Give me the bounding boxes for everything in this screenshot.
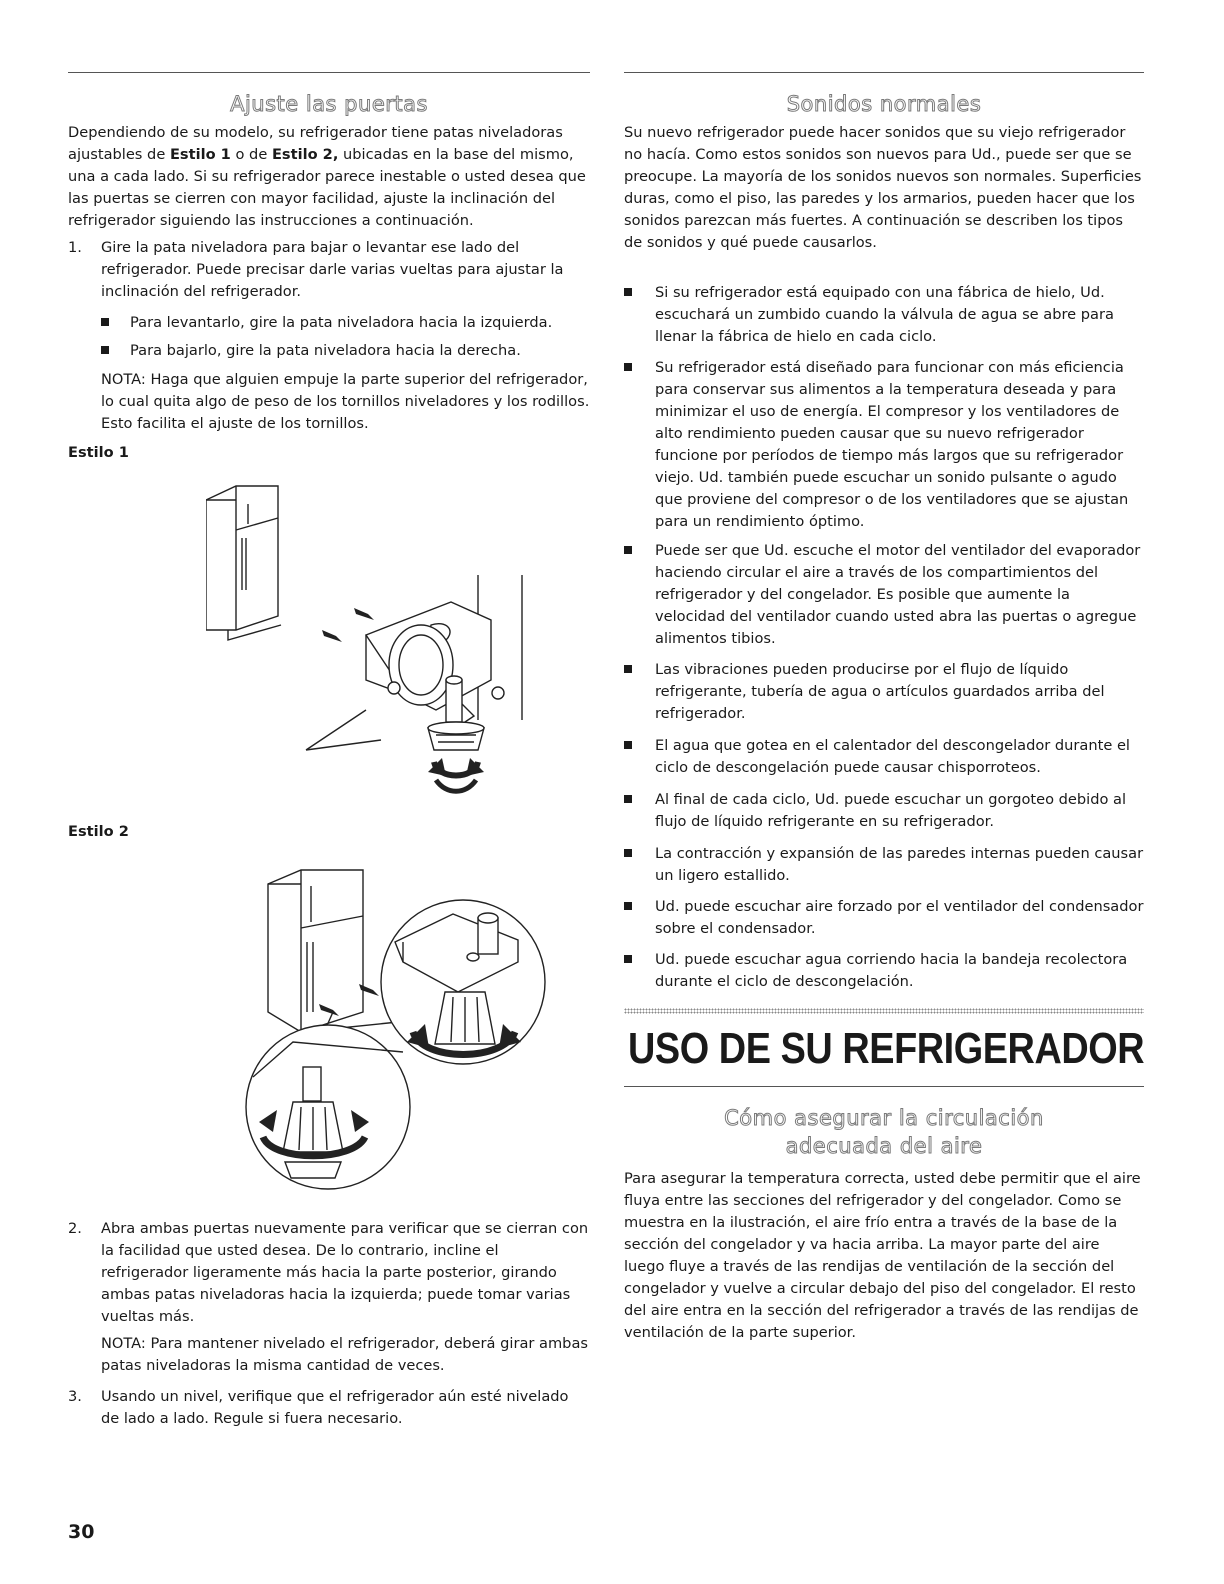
section-title-sonidos: Sonidos normales	[786, 92, 982, 116]
bullet-square	[624, 902, 632, 910]
bullet-square	[624, 741, 632, 749]
sounds-intro: Su nuevo refrigerador puede hacer sonidos que su viejo refrigerador no hacía. Como estos sonidos son nuevos para Ud., puede ser que se preocupe. La mayoría de los sonidos nuevos son normales. Superficies duras, como el piso, las paredes y los armarios, pueden hacer que los sonidos parezcan más fuertes. A continuación se describen los tipos de sonidos y qué puede causarlos.	[624, 124, 1142, 251]
step-3: 3. Usando un nivel, verifique que el refrigerador aún esté nivelado de lado a lado. Regule si fuera necesario.	[68, 1388, 569, 1427]
bullet-square	[624, 363, 632, 371]
sound-bullet: Si su refrigerador está equipado con una fábrica de hielo, Ud. escuchará un zumbido cuando la válvula de agua se abre para llenar la fábrica de hielo en cada ciclo.	[624, 282, 1144, 348]
bullet-square	[624, 546, 632, 554]
sound-bullet: Ud. puede escuchar aire forzado por el ventilador del condensador sobre el condensador.	[624, 896, 1144, 940]
section-title-ajuste: Ajuste las puertas	[230, 92, 428, 116]
bullet-square	[624, 849, 632, 857]
bullet-lower: Para bajarlo, gire la pata niveladora hacia la derecha.	[101, 340, 591, 362]
sound-bullet: Al final de cada ciclo, Ud. puede escuchar un gorgoteo debido al flujo de líquido refrigerante en su refrigerador.	[624, 789, 1144, 833]
style-1-leveling-illustration	[206, 480, 526, 800]
chapter-title: USO DE SU REFRIGERADOR	[628, 1024, 1145, 1073]
bullet-raise: Para levantarlo, gire la pata niveladora hacia la izquierda.	[101, 312, 591, 334]
sound-bullet: Puede ser que Ud. escuche el motor del ventilador del evaporador haciendo circular el aire a través de los compartimientos del refrigerador y del congelador. Es posible que aumente la velocidad del ventilador cuando usted abra las puertas o agregue alimentos tibios.	[624, 540, 1144, 650]
step-2: 2. Abra ambas puertas nuevamente para verificar que se cierran con la facilidad que usted desea. De lo contrario, incline el refrigerador ligeramente más hacia la parte posterior, girando ambas patas niveladoras hacia la izquierda; puede tomar varias vueltas más.	[68, 1220, 589, 1325]
dotted-divider	[624, 1008, 1144, 1014]
section-divider	[624, 72, 1144, 73]
sound-bullet: Ud. puede escuchar agua corriendo hacia la bandeja recolectora durante el ciclo de descongelación.	[624, 949, 1144, 993]
section-divider	[624, 1086, 1144, 1087]
bullet-square	[624, 288, 632, 296]
intro-paragraph: Dependiendo de su modelo, su refrigerador tiene patas niveladoras ajustables de Estilo 1 o de Estilo 2, ubicadas en la base del mismo, una a cada lado. Si su refrigerador parece inestable o usted desea que las puertas se cierren con mayor facilidad, ajuste la inclinación del refrigerador siguiendo las instrucciones a continuación.	[68, 124, 586, 229]
note-1: NOTA: Haga que alguien empuje la parte superior del refrigerador, lo cual quita algo de peso de los tornillos niveladores y los rodillos. Esto facilita el ajuste de los tornillos.	[101, 371, 590, 432]
sound-bullet: El agua que gotea en el calentador del descongelador durante el ciclo de descongelación puede causar chisporroteos.	[624, 735, 1144, 779]
sound-bullet: Las vibraciones pueden producirse por el flujo de líquido refrigerante, tubería de agua o artículos guardados arriba del refrigerador.	[624, 659, 1144, 725]
style-2-leveling-illustration	[173, 862, 553, 1192]
note-2: NOTA: Para mantener nivelado el refrigerador, deberá girar ambas patas niveladoras la misma cantidad de veces.	[101, 1335, 588, 1374]
step-1: 1. Gire la pata niveladora para bajar o levantar ese lado del refrigerador. Puede precisar darle varias vueltas para ajustar la inclinación del refrigerador.	[68, 239, 564, 300]
bullet-square	[624, 955, 632, 963]
section-divider	[68, 72, 590, 73]
page-number: 30	[68, 1521, 95, 1543]
air-circulation-paragraph: Para asegurar la temperatura correcta, usted debe permitir que el aire fluya entre las secciones del refrigerador y del congelador. Como se muestra en la ilustración, el aire frío entra a través de la base de la sección del congelador y va hacia arriba. La mayor parte del aire luego fluye a través de las rendijas de ventilación de la sección del congelador y vuelve a circular debajo del piso del congelador. El resto del aire entra en la sección del refrigerador a través de las rendijas de ventilación de la parte superior.	[624, 1170, 1141, 1341]
sound-bullet: La contracción y expansión de las paredes internas pueden causar un ligero estallido.	[624, 843, 1144, 887]
bullet-square	[624, 665, 632, 673]
bullet-square	[101, 318, 109, 326]
bullet-square	[101, 346, 109, 354]
style-2-label: Estilo 2	[68, 823, 129, 840]
sound-bullet: Su refrigerador está diseñado para funcionar con más eficiencia para conservar sus alimentos a la temperatura deseada y para minimizar el uso de energía. El compresor y los ventiladores de alto rendimiento pueden causar que su nuevo refrigerador funcione por períodos de tiempo más largos que su refrigerador viejo. Ud. también puede escuchar un sonido pulsante o agudo que proviene del compresor o de los ventiladores que se ajustan para un rendimiento óptimo.	[624, 357, 1144, 533]
section-title-circulacion: Cómo asegurar la circulación adecuada del aire	[724, 1106, 1044, 1158]
bullet-square	[624, 795, 632, 803]
style-1-label: Estilo 1	[68, 444, 129, 461]
